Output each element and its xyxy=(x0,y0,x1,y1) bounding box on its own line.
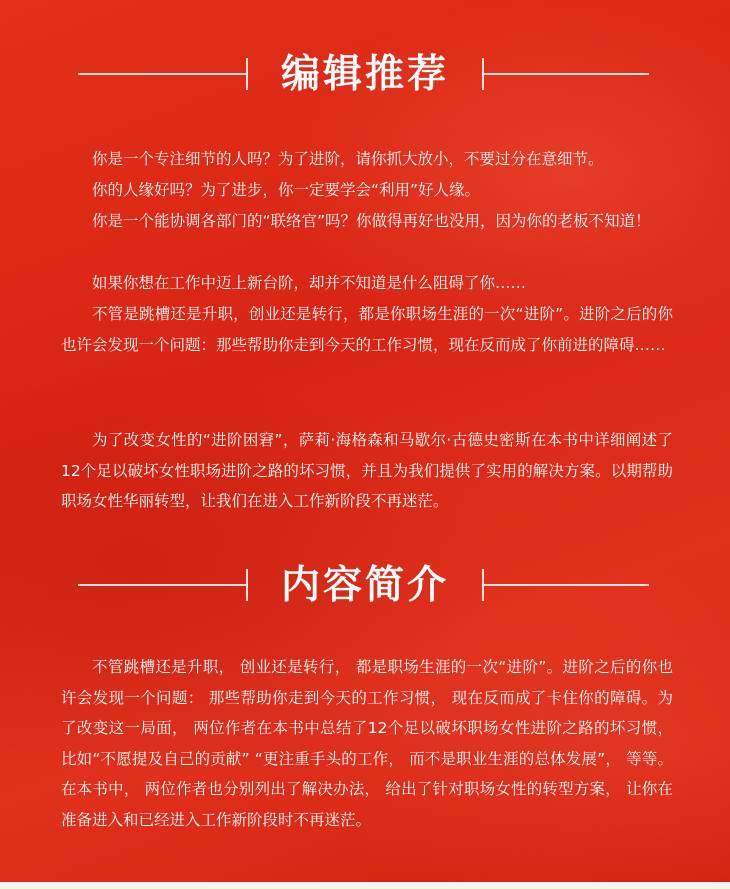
recommend-paragraph-3: 你是一个能协调各部门的“联络官”吗？你做得再好也没用，因为你的老板不知道！ xyxy=(92,212,651,230)
header-divider-left xyxy=(78,73,246,75)
recommend-paragraph-2: 你的人缘好吗？为了进步，你一定要学会“利用”好人缘。 xyxy=(92,181,481,199)
section-title: 编辑推荐 xyxy=(280,51,449,97)
section-title: 内容简介 xyxy=(280,562,449,608)
recommend-paragraph-1: 你是一个专注细节的人吗？为了进阶，请你抓大放小，不要过分在意细节。 xyxy=(92,150,604,168)
recommend-paragraph-6: 为了改变女性的“进阶困窘”，萨莉·海格森和马歇尔·古德史密斯在本书中详细阐述了12个足以破坏女性职场进阶之路的坏习惯，并且为我们提供了实用的解决方案。以期帮助职场女性华丽转型，让我们在进入工作新阶段不再迷茫。 xyxy=(61,431,673,510)
header-bracket-left xyxy=(246,58,248,90)
recommend-paragraph-5: 不管是跳槽还是升职，创业还是转行，都是你职场生涯的一次“进阶”。进阶之后的你也许会发现一个问题：那些帮助你走到今天的工作习惯，现在反而成了你前进的障碍…… xyxy=(61,305,673,354)
header-divider-right xyxy=(484,73,649,75)
section-header-editor-recommend xyxy=(0,44,730,104)
header-bracket-left xyxy=(246,569,248,601)
summary-paragraph: 不管跳槽还是升职， 创业还是转行， 都是职场生涯的一次“进阶”。进阶之后的你也许会发现一个问题： 那些帮助你走到今天的工作习惯， 现在反而成了卡住你的障碍。为了改变这一局面， 两位作者在本书中总结了12个足以破坏职场女性进阶之路的坏习惯， 比如“不愿提及自己的贡献” “更注重手头的工作， 而不是职业生涯的总体发展”， 等等。在本书中， 两位作者也分别列出了解决办法， 给出了针对职场女性的转型方案， 让你在准备进入和已经进入工作新阶段时不再迷茫。 xyxy=(61,658,673,829)
recommend-paragraph-4: 如果你想在工作中迈上新台阶，却并不知道是什么阻碍了你…… xyxy=(92,274,527,292)
section-header-content-summary xyxy=(0,555,730,615)
bottom-margin xyxy=(0,882,730,889)
header-divider-right xyxy=(484,584,649,586)
header-divider-left xyxy=(78,584,246,586)
